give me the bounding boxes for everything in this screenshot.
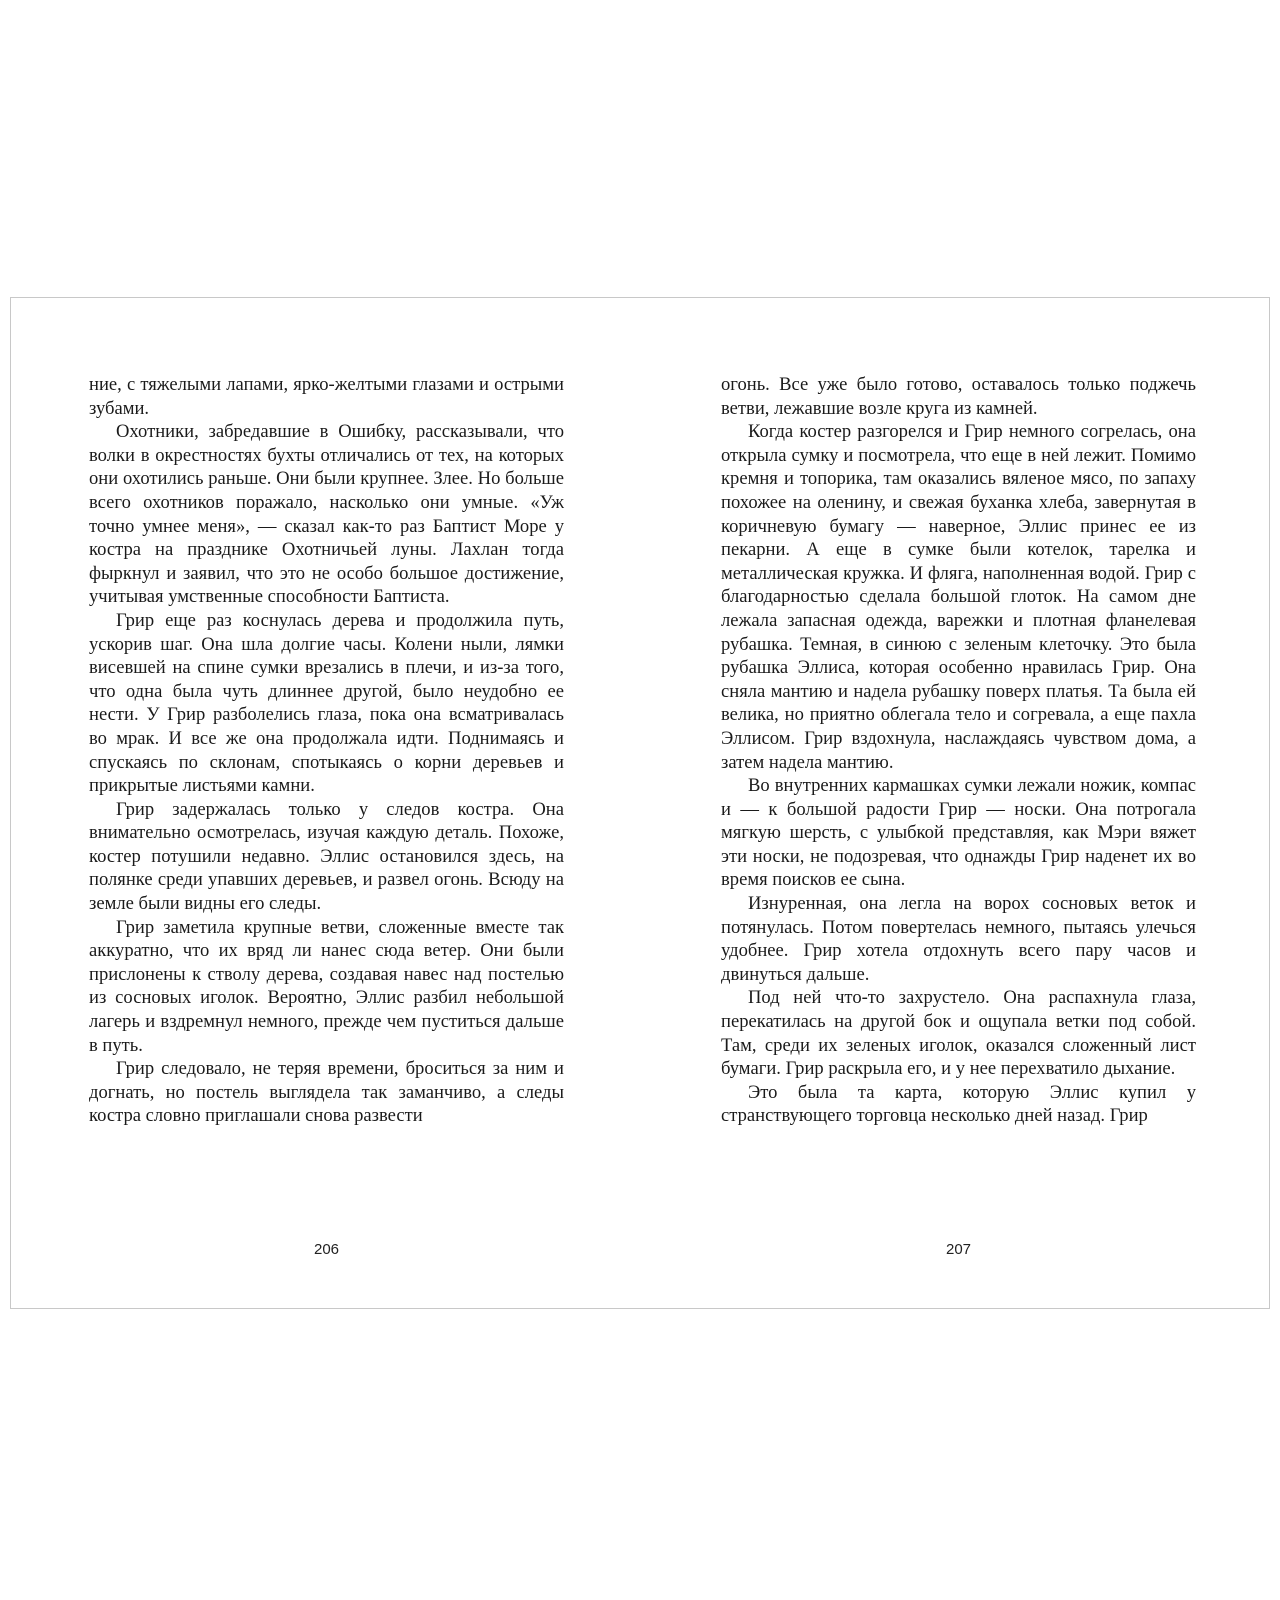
left-page-text xyxy=(89,373,564,1128)
paragraph: Грир задержалась только у следов костра. Она внимательно осмотрелась, изучая каждую деталь. Похоже, костер потушили недавно. Эллис остановился здесь, на полянке среди упавших деревьев, и развел огонь. Всюду на земле были видны его следы. xyxy=(89,798,564,915)
paragraph: Изнуренная, она легла на ворох сосновых веток и потянулась. Потом повертелась немного, пытаясь улечься удобнее. Грир хотела отдохнуть всего пару часов и двинуться дальше. xyxy=(721,893,1196,985)
paragraph: огонь. Все уже было готово, оставалось только поджечь ветви, лежавшие возле круга из камней. xyxy=(721,374,1196,419)
paragraph: Когда костер разгорелся и Грир немного согрелась, она открыла сумку и посмотрела, что еще в ней лежит. Помимо кремня и топорика, там оказались вяленое мясо, по запаху похожее на оленину, и свежая буханка хлеба, завернутая в коричневую бумагу — наверное, Эллис принес ее из пекарни. А еще в сумке были котелок, тарелка и металлическая кружка. И фляга, наполненная водой. Грир с благодарностью сделала большой глоток. На самом дне лежала запасная одежда, варежки и плотная фланелевая рубашка. Темная, в синюю с зеленым клеточку. Это была рубашка Эллиса, которая особенно нравилась Грир. Она сняла мантию и надела рубашку поверх платья. Та была ей велика, но приятно облегала тело и согревала, а еще пахла Эллисом. Грир вздохнула, наслаждаясь чувством дома, а затем надела мантию. xyxy=(721,421,1196,773)
paragraph: Во внутренних кармашках сумки лежали ножик, компас и — к большой радости Грир — носки. Она потрогала мягкую шерсть, с улыбкой представляя, как Мэри вяжет эти носки, не подозревая, что однажды Грир наденет их во время поисков ее сына. xyxy=(721,775,1196,891)
paragraph: Грир заметила крупные ветви, сложенные вместе так аккуратно, что их вряд ли нанес сюда ветер. Они были прислонены к стволу дерева, создавая навес над постелью из сосновых иголок. Вероятно, Эллис разбил небольшой лагерь и вздремнул немного, прежде чем пуститься дальше в путь. xyxy=(89,916,564,1056)
page-number-right: 207 xyxy=(945,1241,972,1258)
page-number-left: 206 xyxy=(313,1241,340,1258)
paragraph: Грир еще раз коснулась дерева и продолжила путь, ускорив шаг. Она шла долгие часы. Колени ныли, лямки висевшей на спине сумки врезались в плечи, и из-за того, что одна была чуть длиннее другой, было неудобно ее нести. У Грир разболелись глаза, пока она всматривалась во мрак. И все же она продолжала идти. Поднимаясь и спускаясь по склонам, спотыкаясь о корни деревьев и прикрытые листьями камни. xyxy=(89,609,564,797)
book-spread xyxy=(10,297,1270,1309)
paragraph: ние, с тяжелыми лапами, ярко-желтыми глазами и острыми зубами. xyxy=(89,374,564,419)
paragraph: Охотники, забредавшие в Ошибку, рассказывали, что волки в окрестностях бухты отличались от тех, на которых они охотились раньше. Они были крупнее. Злее. Но больше всего охотников поражало, насколько они умные. «Уж точно умнее меня», — сказал как-то раз Баптист Море у костра на празднике Охотничьей луны. Лахлан тогда фыркнул и заявил, что это не особо большое достижение, учитывая умственные способности Баптиста. xyxy=(89,421,564,608)
paragraph: Грир следовало, не теряя времени, броситься за ним и догнать, но постель выглядела так заманчиво, а следы костра словно приглашали снова развести xyxy=(89,1058,564,1127)
paragraph: Под ней что-то захрустело. Она распахнула глаза, перекатилась на другой бок и ощупала ветки под собой. Там, среди их зеленых иголок, оказался сложенный лист бумаги. Грир раскрыла его, и у нее перехватило дыхание. xyxy=(721,987,1196,1080)
paragraph: Это была та карта, которую Эллис купил у странствующего торговца несколько дней назад. Грир xyxy=(721,1081,1196,1127)
right-page-text xyxy=(721,373,1196,1128)
